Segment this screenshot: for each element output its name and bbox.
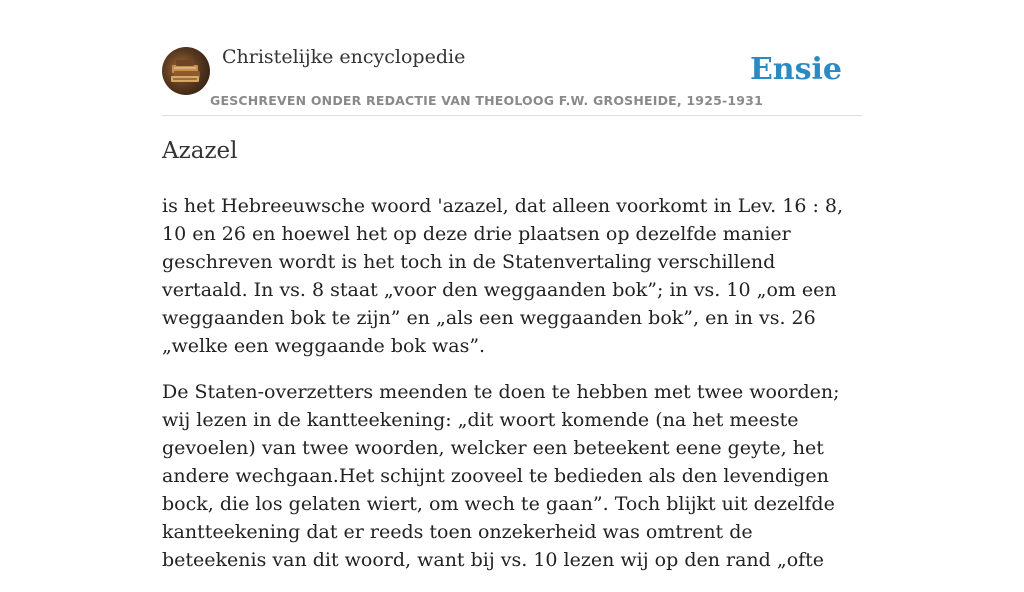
article-paragraph: is het Hebreeuwsche woord 'azazel, dat alleen voorkomt in Lev. 16 : 8, 10 en 26 en hoewel het op deze drie plaatsen op dezelfde manier geschreven wordt is het toch in de Statenvertaling verschillend vertaald. In vs. 8 staat „voor den weggaanden bok”; in vs. 10 „om een weggaanden bok te zijn” en „als een weggaanden bok”, en in vs. 26 „welke een weggaande bok was”.	[162, 195, 844, 357]
article-paragraph: De Staten-overzetters meenden te doen te hebben met twee woorden; wij lezen in de kantteekening: „dit woort komende (na het meeste gevoelen) van twee woorden, welcker een beteekent eene geyte, het andere wechgaan.Het schijnt zooveel te bedieden als den levendigen bock, die los gelaten wiert, om wech te gaan”. Toch blijkt uit dezelfde kantteekening dat er reeds toen onzekerheid was omtrent de beteekenis van dit woord, want bij vs. 10 lezen wij op den rand „ofte	[162, 381, 840, 571]
site-header	[162, 46, 862, 116]
article-body	[162, 192, 862, 592]
ensie-logo[interactable]: Ensie	[749, 52, 842, 87]
book-stack-icon	[162, 47, 210, 95]
encyclopedia-subtitle: GESCHREVEN ONDER REDACTIE VAN THEOLOOG F.W. GROSHEIDE, 1925-1931	[210, 93, 763, 108]
article-title: Azazel	[162, 138, 238, 164]
encyclopedia-avatar[interactable]	[162, 47, 210, 95]
encyclopedia-title[interactable]: Christelijke encyclopedie	[222, 46, 466, 68]
